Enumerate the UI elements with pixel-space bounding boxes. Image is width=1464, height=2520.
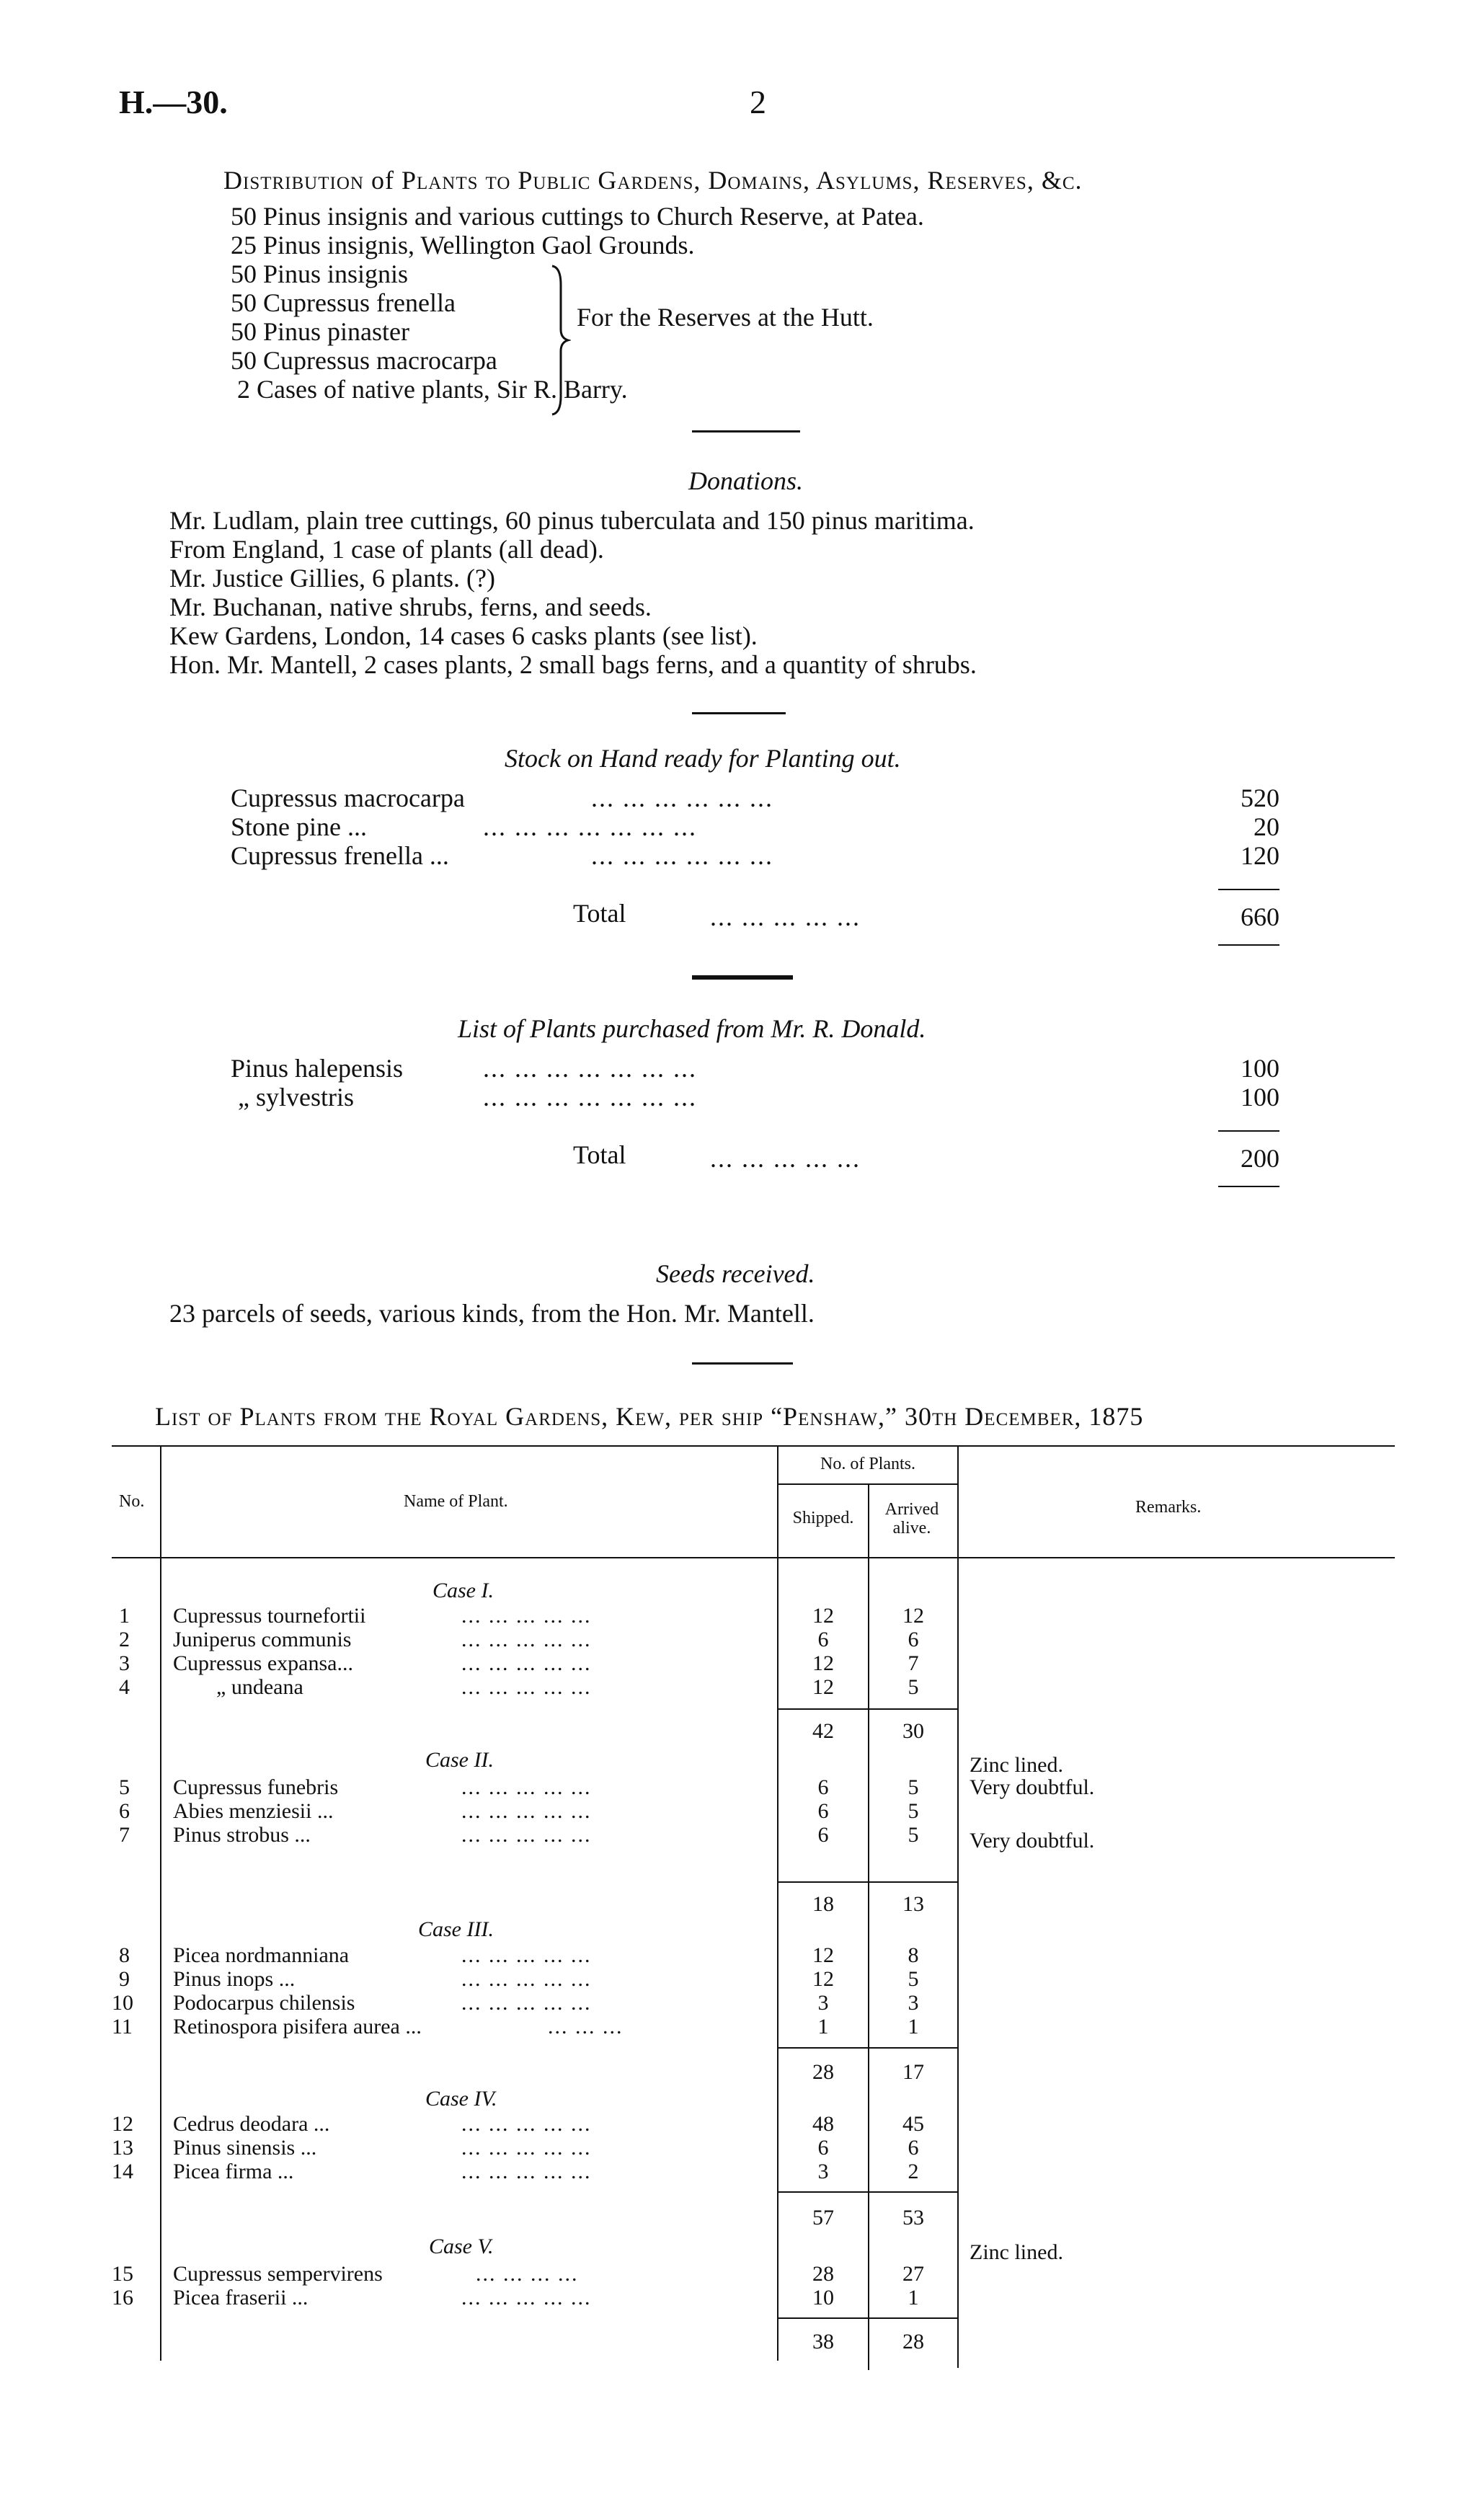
shipped-count: 12 <box>812 1604 834 1628</box>
stock-item-value: 20 <box>1254 812 1279 841</box>
table-column-rule <box>957 1445 959 2368</box>
arrived-count: 45 <box>902 2112 924 2136</box>
stock-heading: Stock on Hand ready for Planting out. <box>505 744 901 773</box>
case-total-arrived: 17 <box>902 2060 924 2084</box>
case-label: Case I. <box>432 1579 494 1602</box>
case-total-shipped: 38 <box>812 2330 834 2353</box>
shipped-count: 3 <box>817 1991 829 2015</box>
donation-line-6: Hon. Mr. Mantell, 2 cases plants, 2 small bags ferns, and a quantity of shrubs. <box>169 650 977 679</box>
plant-name: Podocarpus chilensis <box>173 1991 355 2015</box>
distribution-line-2: 25 Pinus insignis, Wellington Gaol Grounds. <box>231 231 695 259</box>
purchased-total-label: Total <box>573 1140 626 1169</box>
row-no: 5 <box>119 1775 130 1799</box>
arrived-count: 7 <box>908 1651 919 1675</box>
arrived-count: 1 <box>908 2286 919 2310</box>
row-no: 1 <box>119 1604 130 1628</box>
donation-line-1: Mr. Ludlam, plain tree cuttings, 60 pinus tuberculata and 150 pinus maritima. <box>169 506 975 535</box>
purchased-item-name: „ sylvestris <box>238 1083 354 1112</box>
plant-name: Cupressus sempervirens <box>173 2262 383 2286</box>
plant-name: Pinus sinensis ... <box>173 2136 317 2160</box>
plant-name: Juniperus communis <box>173 1628 352 1651</box>
case-sum-rule <box>778 2047 957 2049</box>
section-divider <box>692 975 793 980</box>
purchased-item-name: Pinus halepensis <box>231 1054 403 1083</box>
row-no: 10 <box>112 1991 133 2015</box>
arrived-count: 27 <box>902 2262 924 2286</box>
distribution-line-7: 2 Cases of native plants, Sir R. Barry. <box>231 375 628 404</box>
leader-dots: ... ... ... ... ... ... ... <box>483 812 697 841</box>
shipped-count: 6 <box>817 1628 829 1651</box>
leader-dots: ... ... ... ... ... <box>461 1823 592 1847</box>
leader-dots: ... ... ... ... ... <box>461 2286 592 2310</box>
col-header-shipped: Shipped. <box>792 1509 854 1527</box>
case-total-arrived: 53 <box>902 2206 924 2230</box>
case-total-shipped: 57 <box>812 2206 834 2230</box>
shipped-count: 12 <box>812 1943 834 1967</box>
distribution-line-5: 50 Pinus pinaster <box>231 317 409 346</box>
shipped-count: 3 <box>817 2160 829 2183</box>
row-no: 7 <box>119 1823 130 1847</box>
stock-total-value: 660 <box>1241 902 1279 931</box>
remark: Very doubtful. <box>970 1829 1095 1853</box>
plant-name: Picea firma ... <box>173 2160 294 2183</box>
leader-dots: ... ... ... ... ... <box>461 2136 592 2160</box>
sum-rule <box>1218 1130 1279 1132</box>
section-divider <box>692 430 800 432</box>
shipped-count: 10 <box>812 2286 834 2310</box>
col-header-no: No. <box>119 1492 145 1511</box>
plant-name: Abies menziesii ... <box>173 1799 334 1823</box>
purchased-item-value: 100 <box>1241 1054 1279 1083</box>
arrived-count: 6 <box>908 1628 919 1651</box>
leader-dots: ... ... ... ... ... ... ... <box>483 1083 697 1112</box>
case-sum-rule <box>778 1881 957 1883</box>
case-total-arrived: 30 <box>902 1719 924 1743</box>
leader-dots: ... ... ... ... ... <box>461 1604 592 1628</box>
arrived-count: 5 <box>908 1775 919 1799</box>
case-label: Case IV. <box>425 2087 497 2111</box>
shipped-count: 12 <box>812 1651 834 1675</box>
stock-item-name: Stone pine ... <box>231 812 367 841</box>
arrived-count: 2 <box>908 2160 919 2183</box>
stock-item-value: 120 <box>1241 841 1279 870</box>
stock-item-name: Cupressus frenella ... <box>231 841 449 870</box>
row-no: 13 <box>112 2136 133 2160</box>
sum-rule <box>1218 1186 1279 1187</box>
plant-name: Retinospora pisifera aurea ... <box>173 2015 422 2038</box>
plant-name: Cedrus deodara ... <box>173 2112 330 2136</box>
row-no: 15 <box>112 2262 133 2286</box>
donation-line-4: Mr. Buchanan, native shrubs, ferns, and seeds. <box>169 593 652 621</box>
remark: Very doubtful. <box>970 1775 1095 1799</box>
purchased-item-value: 100 <box>1241 1083 1279 1112</box>
leader-dots: ... ... ... ... <box>476 2262 579 2286</box>
row-no: 11 <box>112 2015 133 2038</box>
row-no: 6 <box>119 1799 130 1823</box>
col-header-name: Name of Plant. <box>404 1492 508 1511</box>
stock-total-label: Total <box>573 899 626 928</box>
distribution-line-1: 50 Pinus insignis and various cuttings to Church Reserve, at Patea. <box>231 202 924 231</box>
seeds-line: 23 parcels of seeds, various kinds, from the Hon. Mr. Mantell. <box>169 1299 815 1328</box>
report-reference: H.—30. <box>119 84 228 120</box>
plant-name: „ undeana <box>216 1675 303 1699</box>
purchased-heading: List of Plants purchased from Mr. R. Donald. <box>458 1014 926 1043</box>
arrived-count: 6 <box>908 2136 919 2160</box>
leader-dots: ... ... ... ... ... <box>461 1991 592 2015</box>
shipped-count: 6 <box>817 1775 829 1799</box>
leader-dots: ... ... ... ... ... ... <box>591 841 773 870</box>
donation-line-5: Kew Gardens, London, 14 cases 6 casks plants (see list). <box>169 621 758 650</box>
row-no: 3 <box>119 1651 130 1675</box>
leader-dots: ... ... ... ... ... <box>710 902 861 931</box>
plant-name: Cupressus funebris <box>173 1775 339 1799</box>
table-column-rule <box>160 1445 161 2361</box>
case-total-shipped: 42 <box>812 1719 834 1743</box>
leader-dots: ... ... ... ... ... <box>461 2160 592 2183</box>
shipped-count: 12 <box>812 1967 834 1991</box>
row-no: 4 <box>119 1675 130 1699</box>
leader-dots: ... ... ... ... ... <box>461 1675 592 1699</box>
leader-dots: ... ... ... ... ... <box>461 1628 592 1651</box>
case-total-arrived: 28 <box>902 2330 924 2353</box>
col-header-arrived: Arrived alive. <box>884 1500 939 1538</box>
arrived-count: 5 <box>908 1675 919 1699</box>
page-number: 2 <box>750 84 766 120</box>
shipped-count: 6 <box>817 1799 829 1823</box>
row-no: 9 <box>119 1967 130 1991</box>
case-label: Case II. <box>425 1748 494 1772</box>
leader-dots: ... ... ... ... ... <box>710 1144 861 1173</box>
table-header-rule <box>112 1557 1395 1558</box>
col-header-remarks: Remarks. <box>1135 1498 1202 1517</box>
sum-rule <box>1218 944 1279 946</box>
case-total-shipped: 28 <box>812 2060 834 2084</box>
shipped-count: 1 <box>817 2015 829 2038</box>
plant-name: Picea fraserii ... <box>173 2286 309 2310</box>
shipped-count: 12 <box>812 1675 834 1699</box>
leader-dots: ... ... ... ... ... <box>461 1799 592 1823</box>
donation-line-3: Mr. Justice Gillies, 6 plants. (?) <box>169 564 495 593</box>
arrived-count: 3 <box>908 1991 919 2015</box>
leader-dots: ... ... ... ... ... <box>461 1943 592 1967</box>
leader-dots: ... ... ... ... ... <box>461 2112 592 2136</box>
leader-dots: ... ... ... ... ... ... <box>591 784 773 812</box>
donations-heading: Donations. <box>688 466 804 495</box>
row-no: 8 <box>119 1943 130 1967</box>
shipped-count: 28 <box>812 2262 834 2286</box>
table-top-rule <box>112 1445 1395 1447</box>
distribution-line-3: 50 Pinus insignis <box>231 259 409 288</box>
shipped-count: 6 <box>817 2136 829 2160</box>
leader-dots: ... ... ... ... ... <box>461 1651 592 1675</box>
case-label: Case V. <box>429 2235 494 2258</box>
row-no: 2 <box>119 1628 130 1651</box>
leader-dots: ... ... ... ... ... <box>461 1967 592 1991</box>
stock-item-value: 520 <box>1241 784 1279 812</box>
shipped-count: 6 <box>817 1823 829 1847</box>
case-total-arrived: 13 <box>902 1892 924 1916</box>
seeds-heading: Seeds received. <box>656 1259 815 1288</box>
plant-name: Pinus strobus ... <box>173 1823 311 1847</box>
arrived-count: 8 <box>908 1943 919 1967</box>
bracket-note: For the Reserves at the Hutt. <box>577 303 874 332</box>
stock-item-name: Cupressus macrocarpa <box>231 784 465 812</box>
arrived-count: 5 <box>908 1799 919 1823</box>
plant-name: Cupressus tournefortii <box>173 1604 366 1628</box>
distribution-line-4: 50 Cupressus frenella <box>231 288 456 317</box>
leader-dots: ... ... ... ... ... ... ... <box>483 1054 697 1083</box>
right-brace <box>549 263 571 418</box>
row-no: 14 <box>112 2160 133 2183</box>
arrived-count: 5 <box>908 1823 919 1847</box>
arrived-count: 12 <box>902 1604 924 1628</box>
case-sum-rule <box>778 2191 957 2193</box>
case-sum-rule <box>778 2317 957 2319</box>
shipped-count: 48 <box>812 2112 834 2136</box>
remark: Zinc lined. <box>970 2240 1063 2264</box>
leader-dots: ... ... ... <box>548 2015 624 2038</box>
row-no: 12 <box>112 2112 133 2136</box>
distribution-line-6: 50 Cupressus macrocarpa <box>231 346 497 375</box>
kew-list-title: List of Plants from the Royal Gardens, Kew, per ship “Penshaw,” 30th December, 1875 <box>155 1402 1144 1431</box>
case-label: Case III. <box>418 1917 494 1941</box>
arrived-count: 5 <box>908 1967 919 1991</box>
section-divider <box>692 712 786 714</box>
purchased-total-value: 200 <box>1241 1144 1279 1173</box>
remark: Zinc lined. <box>970 1753 1063 1777</box>
case-total-shipped: 18 <box>812 1892 834 1916</box>
distribution-heading: Distribution of Plants to Public Gardens, Domains, Asylums, Reserves, &c. <box>223 166 1083 195</box>
section-divider <box>692 1362 793 1365</box>
plant-name: Cupressus expansa... <box>173 1651 353 1675</box>
plant-name: Picea nordmanniana <box>173 1943 350 1967</box>
col-header-group: No. of Plants. <box>820 1455 915 1473</box>
arrived-count: 1 <box>908 2015 919 2038</box>
case-sum-rule <box>778 1708 957 1710</box>
row-no: 16 <box>112 2286 133 2310</box>
leader-dots: ... ... ... ... ... <box>461 1775 592 1799</box>
plant-name: Pinus inops ... <box>173 1967 296 1991</box>
sum-rule <box>1218 889 1279 890</box>
donation-line-2: From England, 1 case of plants (all dead). <box>169 535 604 564</box>
